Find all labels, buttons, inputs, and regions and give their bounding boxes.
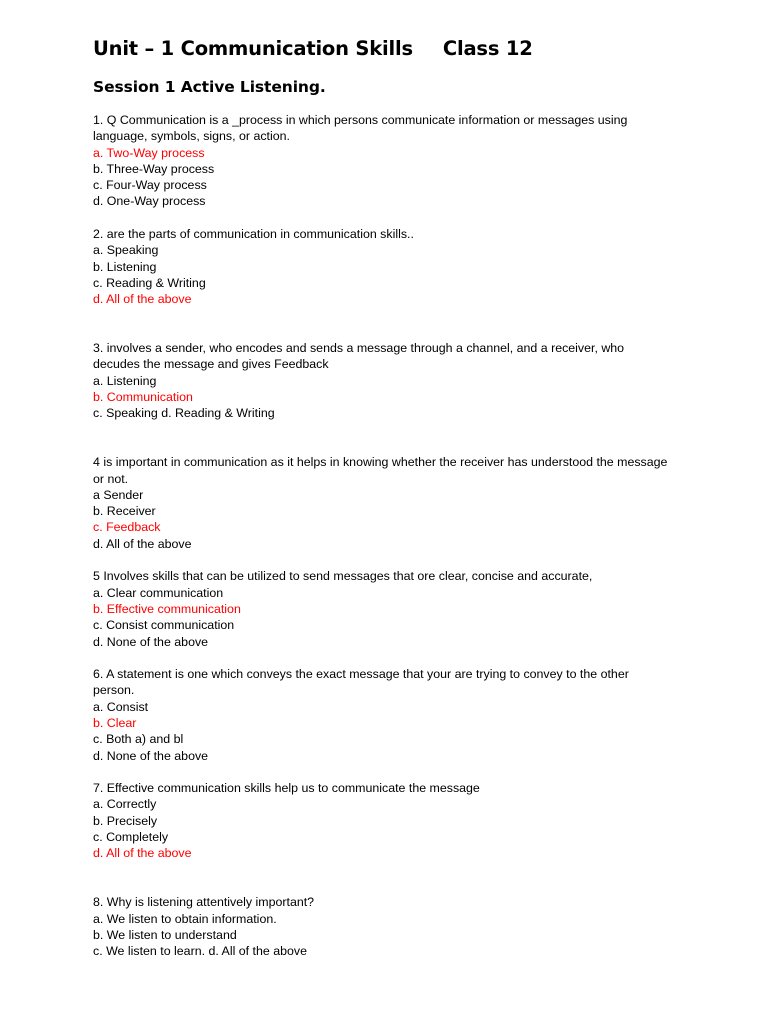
question-6 — [93, 666, 673, 764]
option-c: c. Four-Way process — [93, 178, 207, 193]
option-c-d: c. Speaking d. Reading & Writing — [93, 406, 275, 421]
option-b-correct: b. Effective communication — [93, 601, 241, 616]
unit-title: Unit – 1 Communication Skills — [93, 37, 413, 60]
question-text: 7. Effective communication skills help us to communicate the message — [93, 781, 480, 796]
page-title — [93, 34, 673, 64]
option-b: b. Precisely — [93, 813, 158, 828]
question-2 — [93, 226, 673, 307]
option-b: b. Three-Way process — [93, 161, 215, 176]
option-b-correct: b. Clear — [93, 715, 137, 730]
question-text: 2. are the parts of communication in communication skills.. — [93, 227, 414, 242]
question-1 — [93, 112, 673, 210]
question-8 — [93, 894, 673, 959]
question-text: 1. Q Communication is a _process in which persons communicate information or messages using language, symbols, signs, or action. — [93, 113, 628, 144]
class-label: Class 12 — [442, 37, 533, 60]
option-a: a. Listening — [93, 373, 157, 388]
option-b-correct: b. Communication — [93, 390, 193, 405]
option-d: d. One-Way process — [93, 194, 206, 209]
question-4 — [93, 454, 673, 552]
question-7 — [93, 780, 673, 861]
option-b: b. We listen to understand — [93, 927, 237, 942]
session-heading: Session 1 Active Listening. — [93, 78, 326, 96]
question-text: 6. A statement is one which conveys the exact message that your are trying to convey to the other person. — [93, 667, 629, 698]
option-c: c. Consist communication — [93, 618, 235, 633]
option-a: a. Correctly — [93, 797, 157, 812]
question-list — [93, 112, 673, 959]
option-c-correct: c. Feedback — [93, 520, 161, 535]
question-text: 4 is important in communication as it helps in knowing whether the receiver has understood the message or not. — [93, 455, 668, 486]
option-d: d. None of the above — [93, 748, 209, 763]
option-a: a. We listen to obtain information. — [93, 911, 277, 926]
option-b: b. Listening — [93, 259, 157, 274]
option-d-correct: d. All of the above — [93, 846, 192, 861]
option-a: a. Speaking — [93, 243, 159, 258]
option-a: a Sender — [93, 487, 144, 502]
option-c-d: c. We listen to learn. d. All of the above — [93, 944, 307, 959]
option-c: c. Completely — [93, 830, 169, 845]
question-3 — [93, 340, 673, 421]
option-c: c. Both a) and bl — [93, 732, 184, 747]
option-a-correct: a. Two-Way process — [93, 145, 205, 160]
question-text: 3. involves a sender, who encodes and sends a message through a channel, and a receiver, who decudes the message and gives Feedback — [93, 341, 625, 372]
option-d: d. None of the above — [93, 634, 209, 649]
option-a: a. Consist — [93, 699, 149, 714]
option-b: b. Receiver — [93, 504, 156, 519]
question-5 — [93, 568, 673, 649]
option-d: d. All of the above — [93, 536, 192, 551]
document-page — [93, 34, 673, 959]
option-d-correct: d. All of the above — [93, 292, 192, 307]
option-a: a. Clear communication — [93, 585, 224, 600]
question-text: 5 Involves skills that can be utilized to send messages that ore clear, concise and accurate, — [93, 569, 593, 584]
question-text: 8. Why is listening attentively important? — [93, 895, 315, 910]
option-c: c. Reading & Writing — [93, 275, 206, 290]
